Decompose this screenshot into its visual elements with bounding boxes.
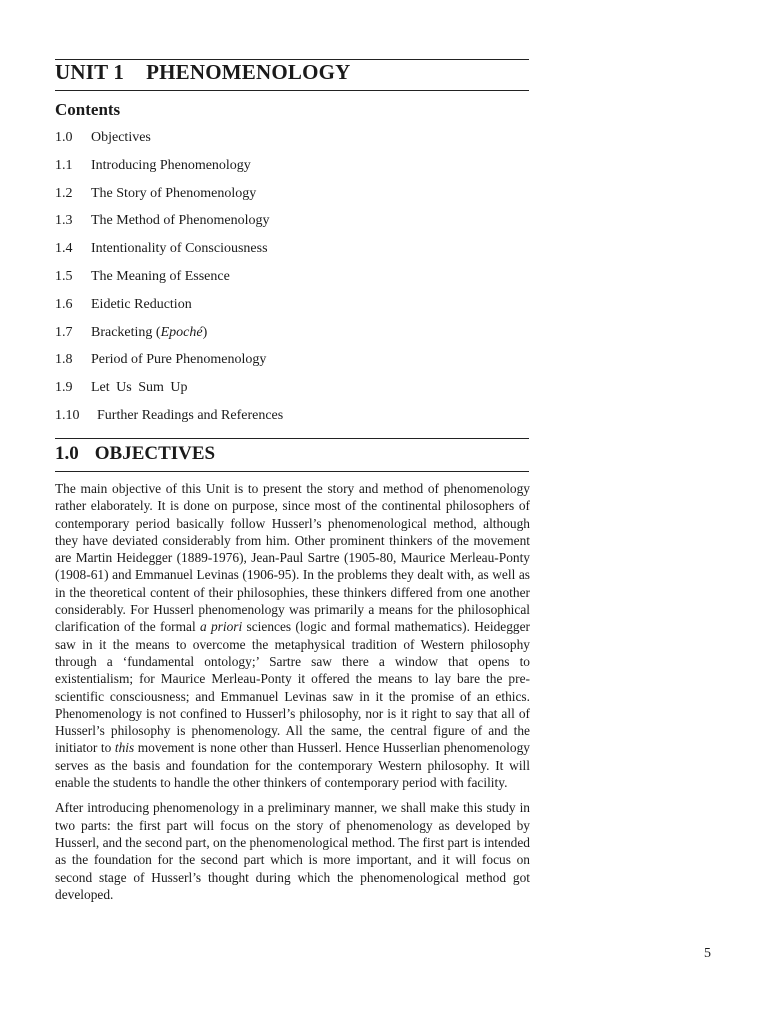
toc-item-label: The Story of Phenomenology (91, 185, 257, 201)
toc-item (55, 295, 529, 323)
section-underline-rule (55, 471, 529, 472)
toc-item (55, 156, 529, 184)
toc-item-label: Let Us Sum Up (91, 380, 188, 396)
unit-number: UNIT 1 (55, 60, 125, 84)
paragraph-objectives (55, 480, 530, 791)
toc-item-label: Eidetic Reduction (91, 296, 192, 312)
toc-item (55, 211, 529, 239)
toc-item (55, 239, 529, 267)
section-top-rule (55, 438, 529, 439)
toc-item-label: Period of Pure Phenomenology (91, 352, 267, 368)
toc-item-label: Intentionality of Consciousness (91, 241, 268, 257)
toc-item (55, 406, 529, 434)
toc-item-number: 1.10 (55, 407, 80, 423)
paragraph-text: The main objective of this Unit is to present the story and method of phenomenology rather elaborately. It is done on purpose, since most of the continental philosophers of contemporary period basically follow Husserl’s phenomenological method, although they have deviated considerably from him. Other prominent thinkers of the movement are Martin Heidegger (1889-1976), Jean-Paul Sartre (1905-80, Maurice Merleau-Ponty (1908-61) and Emmanuel Levinas (1906-95). In the problems they dealt with, as well as in the theoretical content of their philosophies, these thinkers differed from one another considerably. For Husserl phenomenology was primarily a means for the philosophical clarification of the formal (55, 481, 530, 635)
paragraph-plan: After introducing phenomenology in a preliminary manner, we shall make this study in two parts: the first part will focus on the story of phenomenology as developed by Husserl, and the second part, on the phenomenological method. The first part is intended as the foundation for the second part which is more important, and it will focus on second stage of Husserl’s thought during which the phenomenological method got developed. (55, 800, 531, 902)
italic-term: this (114, 740, 135, 756)
toc-item (55, 378, 529, 406)
unit-title (55, 60, 351, 85)
toc-item (55, 128, 529, 156)
toc-item-number: 1.6 (55, 296, 73, 312)
toc-item-number: 1.8 (55, 352, 73, 368)
toc-item-number: 1.3 (55, 213, 73, 229)
toc-item-label-close: ) (202, 324, 208, 340)
toc-item-label: Further Readings and References (97, 407, 284, 423)
contents-heading: Contents (55, 100, 121, 119)
italic-term: a priori (200, 619, 243, 635)
toc-item (55, 184, 529, 212)
section-heading (55, 443, 215, 465)
section-number: 1.0 (55, 443, 79, 464)
toc-item-number: 1.7 (55, 324, 73, 340)
toc-item-label: The Method of Phenomenology (91, 213, 270, 229)
toc-item-number: 1.1 (55, 157, 73, 173)
section-title: OBJECTIVES (94, 443, 216, 464)
title-underline-rule (55, 90, 529, 91)
table-of-contents (55, 128, 529, 434)
toc-item (55, 350, 529, 378)
toc-item-number: 1.2 (55, 185, 73, 201)
body-text (55, 480, 530, 911)
paragraph-text: sciences (logic and formal mathematics). Heidegger saw in it the means to overcome the metaphysical tradition of Western philosophy through a ‘fundamental ontology;’ Sartre saw there a window that opens to existentialism; for Maurice Merleau-Ponty it offered the means to lay bare the pre-scientific consciousness; and Emmanuel Levinas saw in it the promise of an ethics. Phenomenology is not confined to Husserl’s philosophy, nor is it right to say that all of Husserl’s philosophy is phenomenology. All the same, the central figure of and the initiator to (55, 619, 530, 756)
toc-item-label: Bracketing ( (91, 324, 161, 340)
paragraph-text: movement is none other than Husserl. Hence Husserlian phenomenology serves as the basis and foundation for the contemporary Western philosophy. It will enable the students to handle the other thinkers of contemporary period with facility. (55, 740, 530, 791)
toc-item (55, 323, 529, 351)
toc-item-label: The Meaning of Essence (91, 268, 230, 284)
toc-item-label: Objectives (91, 130, 151, 145)
page-number: 5 (704, 946, 711, 961)
toc-item-number: 1.9 (55, 380, 73, 396)
toc-item-number: 1.4 (55, 241, 73, 257)
toc-item-label: Introducing Phenomenology (91, 157, 251, 173)
toc-item-number: 1.5 (55, 268, 73, 284)
toc-item-number: 1.0 (55, 130, 73, 145)
toc-item (55, 267, 529, 295)
unit-name: PHENOMENOLOGY (146, 60, 351, 84)
toc-item-label-italic: Epoché (160, 324, 203, 340)
